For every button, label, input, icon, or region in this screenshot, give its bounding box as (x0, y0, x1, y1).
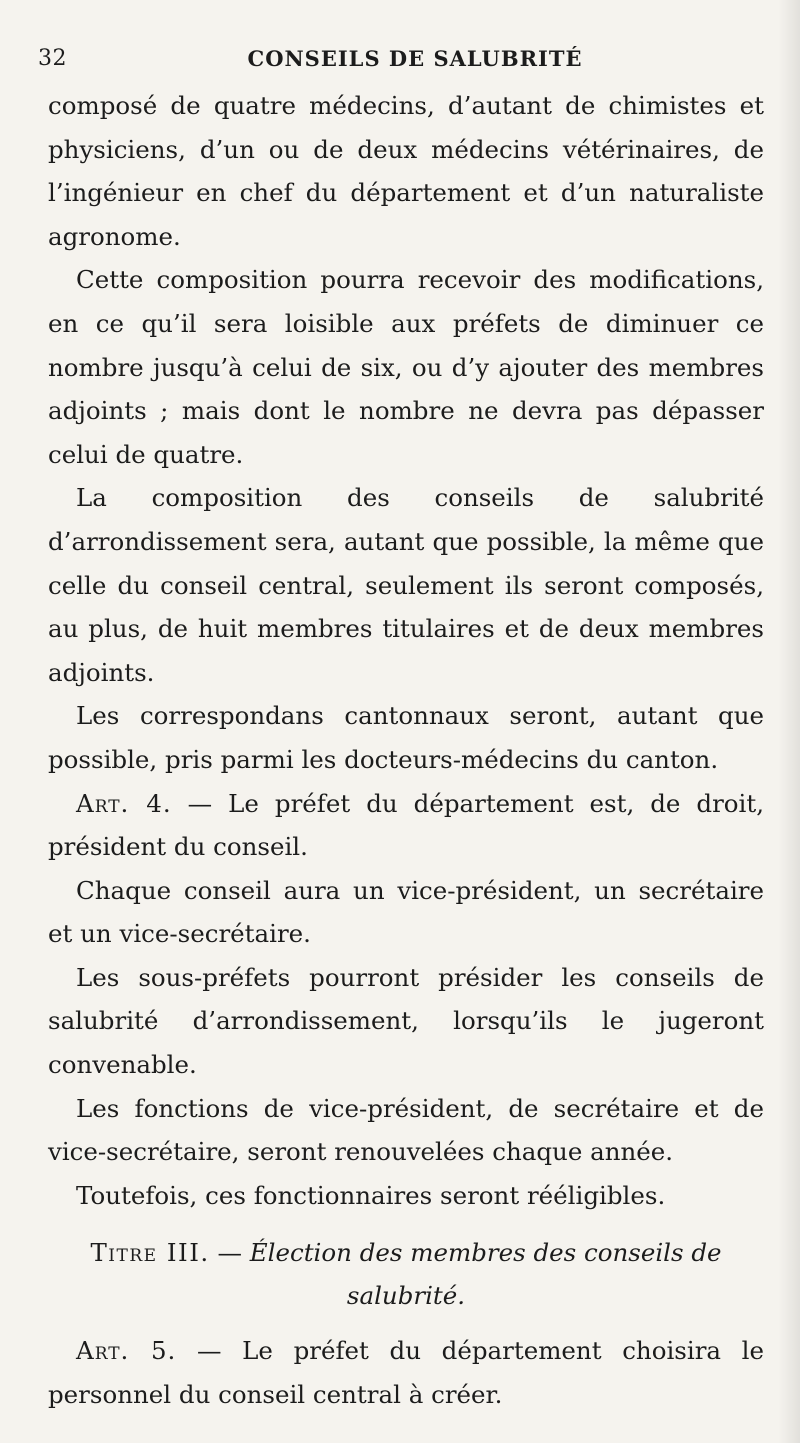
paragraph-text: Toutefois, ces fonctionnaires seront rééligibles. (76, 1180, 666, 1210)
paragraph-reeligibility (48, 1174, 764, 1218)
paragraph-text: Cette composition pourra recevoir des modifications, en ce qu’il sera loisible aux préfets de diminuer ce nombre jusqu’à celui de six, ou d’y ajouter des membres adjoints ; mais dont le nombre ne devra pas dépasser celui de quatre. (48, 265, 764, 469)
paragraph-renewal (48, 1087, 764, 1174)
running-head (38, 40, 762, 80)
paragraph-text: composé de quatre médecins, d’autant de chimistes et physiciens, d’un ou de deux médecins vétérinaires, de l’ingénieur en chef du département et d’un naturaliste agronome. (48, 91, 764, 251)
page-body (48, 84, 764, 1417)
paragraph-modifications (48, 258, 764, 476)
paragraph-article-5 (48, 1329, 764, 1416)
paragraph-text: Chaque conseil aura un vice-président, un secrétaire et un vice-secrétaire. (48, 875, 764, 949)
paragraph-text: La composition des conseils de salubrité d’arrondissement sera, autant que possible, la même que celle du conseil central, seulement ils seront composés, au plus, de huit membres titulaires et de deux membres adjoints. (48, 483, 764, 687)
paragraph-sub-prefects (48, 956, 764, 1087)
paragraph-text: — Le préfet du département choisira le personnel du conseil central à créer. (48, 1336, 765, 1410)
paragraph-text: — Le préfet du département est, de droit, président du conseil. (48, 788, 764, 862)
article-label: Art. 5. (76, 1336, 177, 1366)
titre-dash: — (209, 1238, 250, 1268)
running-title: CONSEILS DE SALUBRITÉ (247, 46, 583, 71)
paragraph-text: Les correspondans cantonnaux seront, autant que possible, pris parmi les docteurs-médecins du canton. (48, 701, 764, 774)
paragraph-text: Les sous-préfets pourront présider les conseils de salubrité d’arrondissement, lorsqu’ils le jugeront convenable. (48, 962, 764, 1080)
page-number: 32 (38, 46, 67, 71)
paragraph-composition-members (48, 84, 764, 258)
paragraph-text: Les fonctions de vice-président, de secrétaire et de vice-secrétaire, seront renouvelées chaque année. (48, 1093, 764, 1167)
article-label: Art. 4. (76, 788, 172, 818)
section-heading-titre-3 (48, 1231, 764, 1317)
titre-text: Élection des membres des conseils de salubrité. (249, 1238, 722, 1311)
paragraph-arrondissement-councils (48, 476, 764, 694)
paragraph-cantonal-correspondents (48, 694, 764, 781)
paragraph-officers (48, 869, 764, 956)
titre-label: Titre III. (90, 1238, 210, 1268)
paragraph-article-4 (48, 782, 764, 869)
